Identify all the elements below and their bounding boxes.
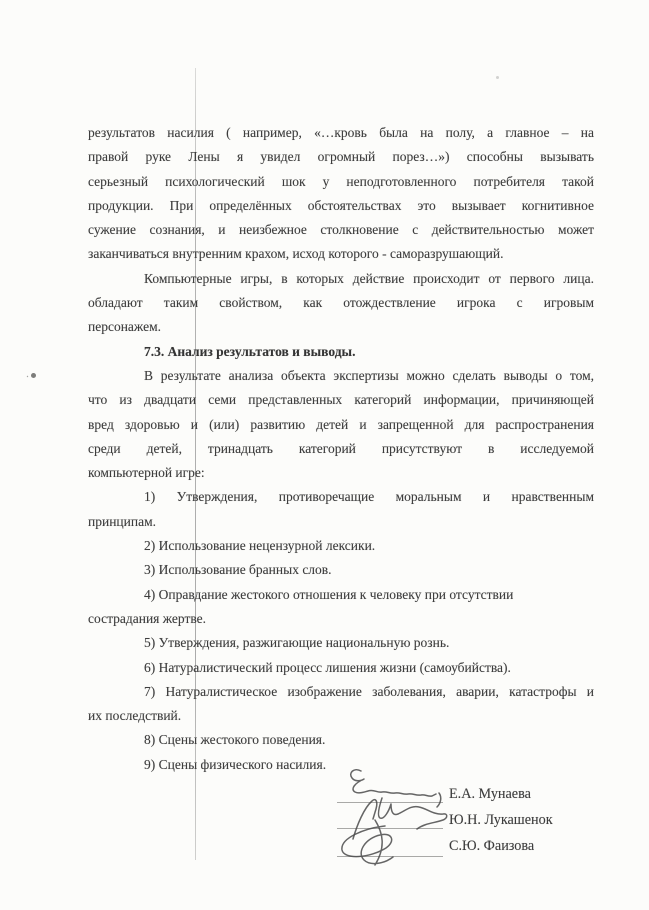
text-line: заканчиваться внутренним крахом, исход которого - саморазрушающий. bbox=[88, 246, 504, 262]
signatory-name: С.Ю. Фаизова bbox=[449, 838, 535, 854]
list-item-line: 9) Сцены физического насилия. bbox=[144, 756, 327, 772]
signatory-name: Ю.Н. Лукашенок bbox=[449, 812, 553, 828]
text-line: правой руке Лены я увидел огромный порез…») способны вызывать bbox=[88, 149, 594, 165]
list-item-line: принципам. bbox=[88, 513, 157, 529]
signature-stroke-2 bbox=[353, 798, 447, 839]
list-item-line: 2) Использование нецензурной лексики. bbox=[144, 538, 376, 554]
text-line: вред здоровью и (или) развитию детей и запрещенной для распространения bbox=[88, 416, 594, 432]
signature-stroke-3 bbox=[342, 820, 393, 865]
scan-speck bbox=[496, 76, 499, 79]
text-line: серьезный психологический шок у неподготовленного потребителя такой bbox=[88, 173, 594, 189]
text-line: обладают таким свойством, как отождествление игрока с игровым bbox=[88, 295, 594, 311]
list-item-line: 7) Натуралистическое изображение заболевания, аварии, катастрофы и bbox=[144, 683, 594, 699]
handwritten-signatures bbox=[330, 758, 470, 868]
document-body bbox=[88, 121, 594, 777]
margin-annotation-mark bbox=[31, 373, 36, 378]
list-item-line: 4) Оправдание жестокого отношения к человеку при отсутствии bbox=[144, 586, 514, 602]
text-line: Компьютерные игры, в которых действие происходит от первого лица. bbox=[144, 270, 594, 286]
text-line: компьютерной игре: bbox=[88, 465, 205, 481]
list-item-line: 8) Сцены жестокого поведения. bbox=[144, 732, 326, 748]
text-line: сужение сознания, и неизбежное столкновение с действительностью может bbox=[88, 222, 594, 238]
list-item-line: их последствий. bbox=[88, 708, 182, 724]
text-line: продукции. При определённых обстоятельствах это вызывает когнитивное bbox=[88, 197, 594, 213]
text-line: результатов насилия ( например, «…кровь была на полу, а главное – на bbox=[88, 125, 594, 140]
section-heading: 7.3. Анализ результатов и выводы. bbox=[144, 343, 356, 359]
list-item-line: 1) Утверждения, противоречащие моральным и нравственным bbox=[144, 489, 594, 505]
list-item-line: 5) Утверждения, разжигающие национальную рознь. bbox=[144, 635, 450, 651]
list-item-line: 6) Натуралистический процесс лишения жизни (самоубийства). bbox=[144, 659, 511, 675]
list-item-line: сострадания жертве. bbox=[88, 610, 207, 626]
signatory-name: Е.А. Мунаева bbox=[449, 786, 531, 802]
text-line: В результате анализа объекта экспертизы можно сделать выводы о том, bbox=[144, 367, 594, 383]
text-line: что из двадцати семи представленных категорий информации, причиняющей bbox=[88, 392, 594, 408]
list-item-line: 3) Использование бранных слов. bbox=[144, 562, 332, 578]
signature-stroke-1 bbox=[351, 770, 441, 807]
text-line: среди детей, тринадцать категорий присутствуют в исследуемой bbox=[88, 440, 594, 456]
text-line: персонажем. bbox=[88, 319, 161, 335]
